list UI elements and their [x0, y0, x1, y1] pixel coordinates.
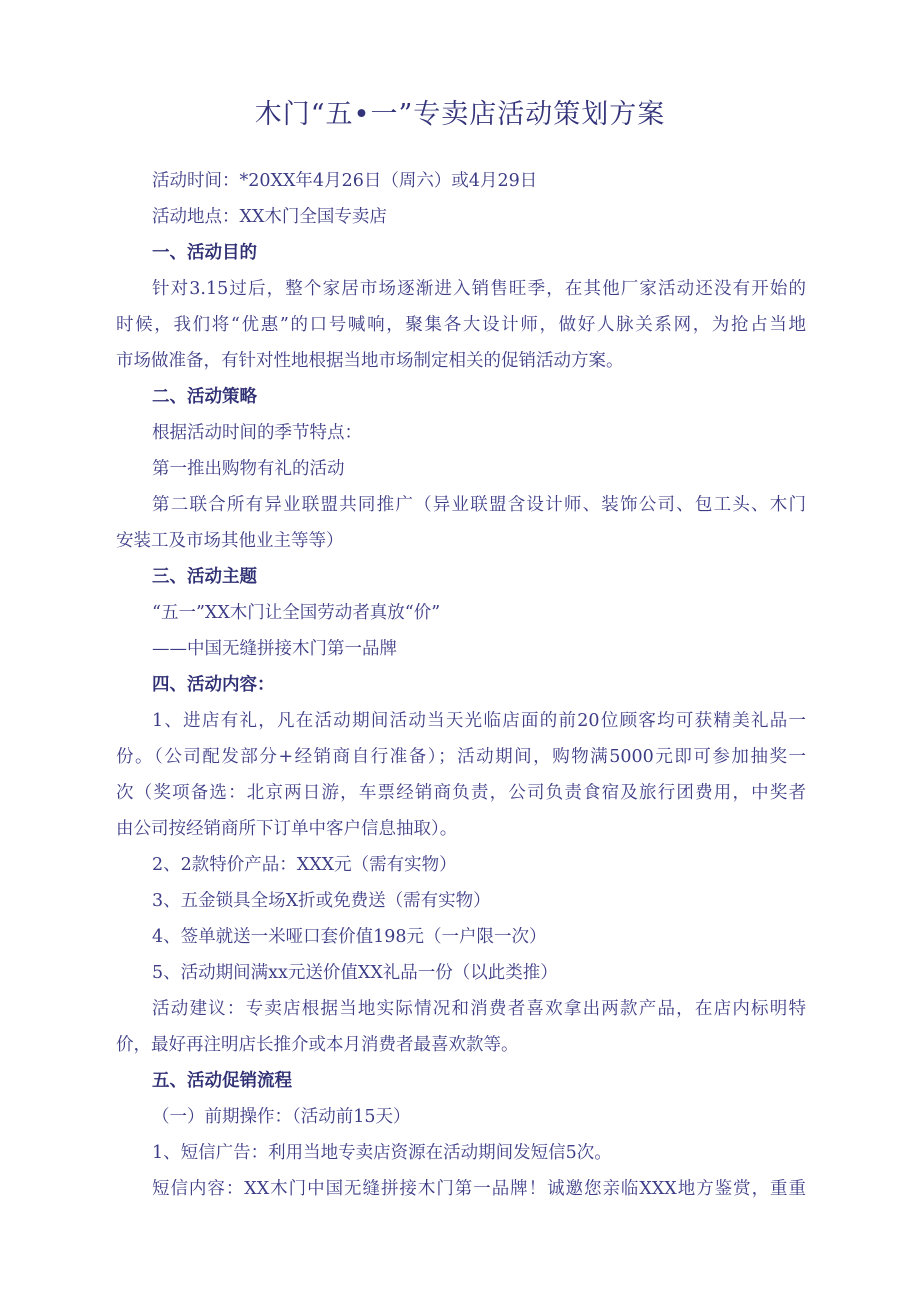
document-title: 木门“五•一”专卖店活动策划方案 — [254, 99, 666, 130]
paragraph-line: 市场做准备，有针对性地根据当地市场制定相关的促销活动方案。 — [116, 351, 624, 371]
paragraph-line: 次（奖项备选：北京两日游，车票经销商负责，公司负责食宿及旅行团费用，中奖者 — [116, 783, 806, 803]
paragraph-line: 针对3.15过后，整个家居市场逐渐进入销售旺季，在其他厂家活动还没有开始的 — [152, 279, 806, 299]
theme-slogan: “五一”XX木门让全国劳动者真放“价” — [152, 603, 441, 623]
list-item: 3、五金锁具全场X折或免费送（需有实物） — [152, 891, 491, 911]
paragraph-line: 活动建议：专卖店根据当地实际情况和消费者喜欢拿出两款产品，在店内标明特 — [152, 999, 806, 1019]
paragraph-line: 时候，我们将“优惠”的口号喊响，聚集各大设计师，做好人脉关系网，为抢占当地 — [116, 315, 806, 335]
section-heading-purpose: 一、活动目的 — [152, 243, 257, 263]
theme-subtitle: ——中国无缝拼接木门第一品牌 — [152, 639, 397, 659]
list-item: 2、2款特价产品：XXX元（需有实物） — [152, 855, 457, 875]
activity-location-line: 活动地点：XX木门全国专卖店 — [152, 207, 387, 227]
paragraph-line: 份。（公司配发部分+经销商自行准备）；活动期间，购物满5000元即可参加抽奖一 — [116, 747, 806, 767]
list-item: 1、短信广告：利用当地专卖店资源在活动期间发短信5次。 — [152, 1143, 612, 1163]
section-heading-theme: 三、活动主题 — [152, 567, 257, 587]
activity-time-line: 活动时间：*20XX年4月26日（周六）或4月29日 — [152, 171, 538, 191]
paragraph-line: 由公司按经销商所下订单中客户信息抽取）。 — [116, 819, 458, 839]
section-heading-process: 五、活动促销流程 — [152, 1071, 292, 1091]
paragraph-line: 价，最好再注明店长推介或本月消费者最喜欢款等。 — [116, 1035, 519, 1055]
list-item: 4、签单就送一米哑口套价值198元（一户限一次） — [152, 927, 547, 947]
paragraph-line: 根据活动时间的季节特点： — [152, 423, 362, 443]
paragraph-line: 短信内容：XX木门中国无缝拼接木门第一品牌！诚邀您亲临XXX地方鉴赏，重重 — [152, 1179, 806, 1199]
paragraph-line: 第二联合所有异业联盟共同推广（异业联盟含设计师、装饰公司、包工头、木门 — [152, 495, 806, 515]
list-item: 5、活动期间满xx元送价值XX礼品一份（以此类推） — [152, 963, 558, 983]
section-heading-strategy: 二、活动策略 — [152, 387, 257, 407]
paragraph-line: 安装工及市场其他业主等等） — [116, 531, 344, 551]
paragraph-line: 1、进店有礼，凡在活动期间活动当天光临店面的前20位顾客均可获精美礼品一 — [152, 711, 806, 731]
paragraph-line: 第一推出购物有礼的活动 — [152, 459, 345, 479]
section-heading-content: 四、活动内容： — [152, 675, 275, 695]
subsection-heading: （一）前期操作：（活动前15天） — [152, 1107, 411, 1127]
